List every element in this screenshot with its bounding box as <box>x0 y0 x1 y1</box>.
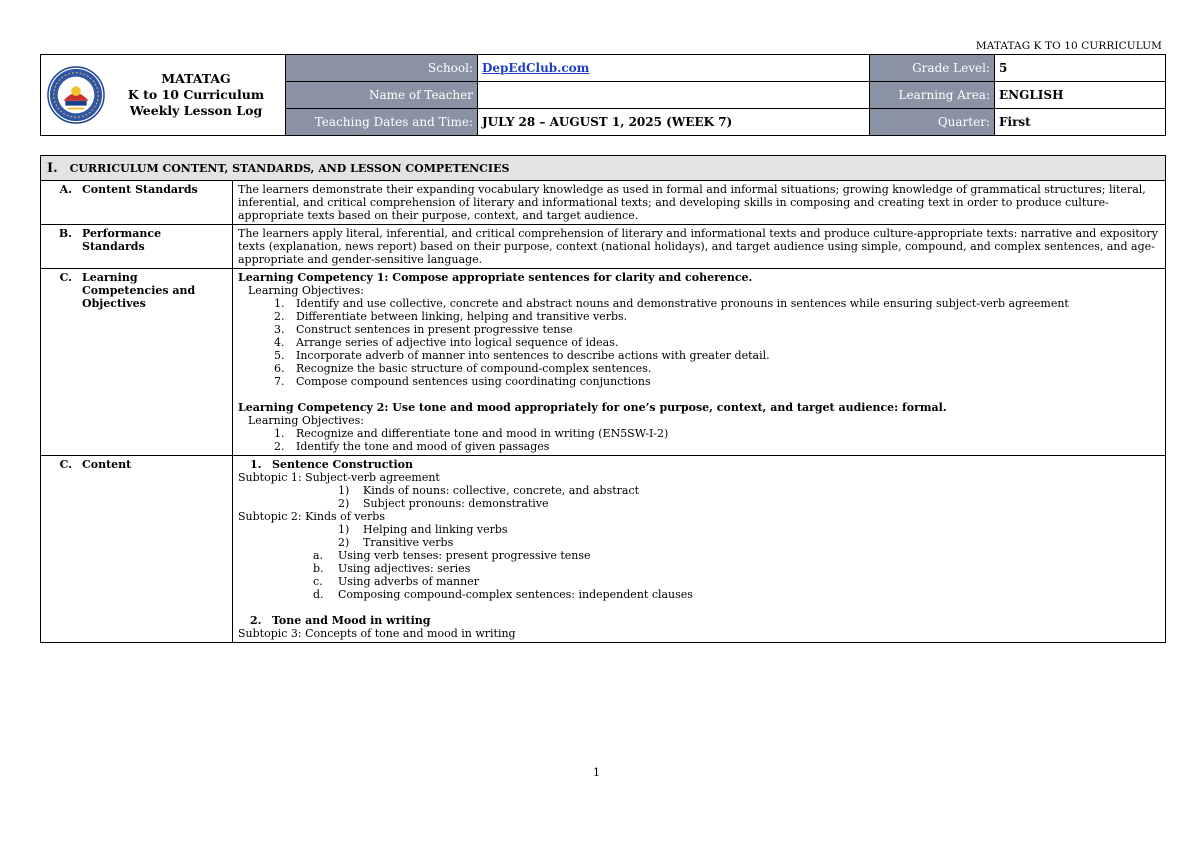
row-label: Content <box>82 458 132 471</box>
grade-level-value: 5 <box>995 55 1166 82</box>
objective-item: 1. Recognize and differentiate tone and mood in writing (EN5SW-I-2) <box>288 427 1160 440</box>
subtopic-letter-item: b. Using adjectives: series <box>313 562 471 575</box>
title-line-1: MATATAG <box>161 71 231 86</box>
content-heading-2: 2. Tone and Mood in writing <box>250 614 431 627</box>
row-letter: C. <box>59 458 72 471</box>
teacher-label: Name of Teacher <box>286 82 478 109</box>
subtopic-item: 1) Helping and linking verbs <box>338 523 508 536</box>
subtopic-item: 2) Subject pronouns: demonstrative <box>338 497 549 510</box>
objective-item: 1. Identify and use collective, concrete and abstract nouns and demonstrative pronouns in sentences while ensuring subject-verb agreement <box>288 297 1160 310</box>
objectives-label: Learning Objectives: <box>248 284 365 297</box>
subtopic-1: Subtopic 1: Subject-verb agreement <box>238 471 440 484</box>
deped-seal-icon <box>47 66 105 124</box>
quarter-label: Quarter: <box>870 109 995 136</box>
competencies-text <box>233 269 1166 456</box>
subtopic-letter-item: d. Composing compound-complex sentences: independent clauses <box>313 588 693 601</box>
content-row <box>41 456 1166 643</box>
lesson-log-header <box>40 54 1166 136</box>
competencies-row <box>41 269 1166 456</box>
title-line-2: K to 10 Curriculum <box>127 87 265 102</box>
objectives-label: Learning Objectives: <box>248 414 365 427</box>
competency-1-title: Learning Competency 1: Compose appropriate sentences for clarity and coherence. <box>238 271 753 284</box>
content-standards-text: The learners demonstrate their expanding vocabulary knowledge as used in formal and informal situations; growing knowledge of grammatical structures; literal, inferential, and critical comprehension of literary and informational texts; and developing skills in composing and creating text in order to produce culture-appropriate texts based on their purpose, context, and target audience. <box>233 181 1166 225</box>
competencies-label <box>41 269 233 456</box>
objective-item: 7. Compose compound sentences using coordinating conjunctions <box>288 375 1160 388</box>
quarter-value: First <box>995 109 1166 136</box>
objective-item: 2. Identify the tone and mood of given passages <box>288 440 1160 453</box>
curriculum-table <box>40 155 1166 643</box>
performance-standards-row <box>41 225 1166 269</box>
learning-area-label: Learning Area: <box>870 82 995 109</box>
performance-standards-text: The learners apply literal, inferential, and critical comprehension of literary and informational texts and produce culture-appropriate texts: narrative and expository texts (explanation, news report) based on their purpose, context (national holidays), and target audience using simple, compound, and complex sentences, and age-appropriate and gender-sensitive language. <box>233 225 1166 269</box>
subtopic-letter-item: a. Using verb tenses: present progressive tense <box>313 549 591 562</box>
logo-title-cell <box>41 55 286 136</box>
section-title-text: CURRICULUM CONTENT, STANDARDS, AND LESSON COMPETENCIES <box>69 161 510 175</box>
document-header-label: MATATAG K TO 10 CURRICULUM <box>975 40 1162 52</box>
dates-value: JULY 28 – AUGUST 1, 2025 (WEEK 7) <box>478 109 870 136</box>
section-title <box>41 156 1166 181</box>
content-label <box>41 456 233 643</box>
subtopic-item: 1) Kinds of nouns: collective, concrete, and abstract <box>338 484 640 497</box>
page-number: 1 <box>593 766 600 779</box>
competency-2-objectives <box>238 427 1160 453</box>
content-standards-row <box>41 181 1166 225</box>
row-letter: B. <box>58 227 72 240</box>
row-letter: C. <box>59 271 72 284</box>
competency-2-title: Learning Competency 2: Use tone and mood appropriately for one’s purpose, context, and target audience: formal. <box>238 401 947 414</box>
section-header-row <box>41 156 1166 181</box>
performance-standards-label <box>41 225 233 269</box>
subtopic-item: 2) Transitive verbs <box>338 536 454 549</box>
school-label: School: <box>286 55 478 82</box>
content-heading-1: 1. Sentence Construction <box>250 458 413 471</box>
subtopic-letter-item: c. Using adverbs of manner <box>313 575 479 588</box>
objective-item: 3. Construct sentences in present progressive tense <box>288 323 1160 336</box>
objective-item: 2. Differentiate between linking, helping and transitive verbs. <box>288 310 1160 323</box>
teacher-value <box>478 82 870 109</box>
row-label: Performance Standards <box>82 227 162 253</box>
content-text <box>233 456 1166 643</box>
dates-label: Teaching Dates and Time: <box>286 109 478 136</box>
competency-1-objectives <box>238 297 1160 388</box>
section-roman: I. <box>47 160 58 176</box>
row-label: Learning Competencies and Objectives <box>82 271 196 310</box>
learning-area-value: ENGLISH <box>995 82 1166 109</box>
row-label: Content Standards <box>82 183 198 196</box>
objective-item: 6. Recognize the basic structure of compound-complex sentences. <box>288 362 1160 375</box>
subtopic-2: Subtopic 2: Kinds of verbs <box>238 510 385 523</box>
grade-level-label: Grade Level: <box>870 55 995 82</box>
school-value <box>478 55 870 82</box>
subtopic-3: Subtopic 3: Concepts of tone and mood in writing <box>238 627 516 640</box>
log-title <box>107 71 285 119</box>
objective-item: 5. Incorporate adverb of manner into sentences to describe actions with greater detail. <box>288 349 1160 362</box>
content-standards-label <box>41 181 233 225</box>
row-letter: A. <box>59 183 72 196</box>
title-line-3: Weekly Lesson Log <box>129 103 263 118</box>
school-link[interactable]: DepEdClub.com <box>482 61 590 75</box>
objective-item: 4. Arrange series of adjective into logical sequence of ideas. <box>288 336 1160 349</box>
